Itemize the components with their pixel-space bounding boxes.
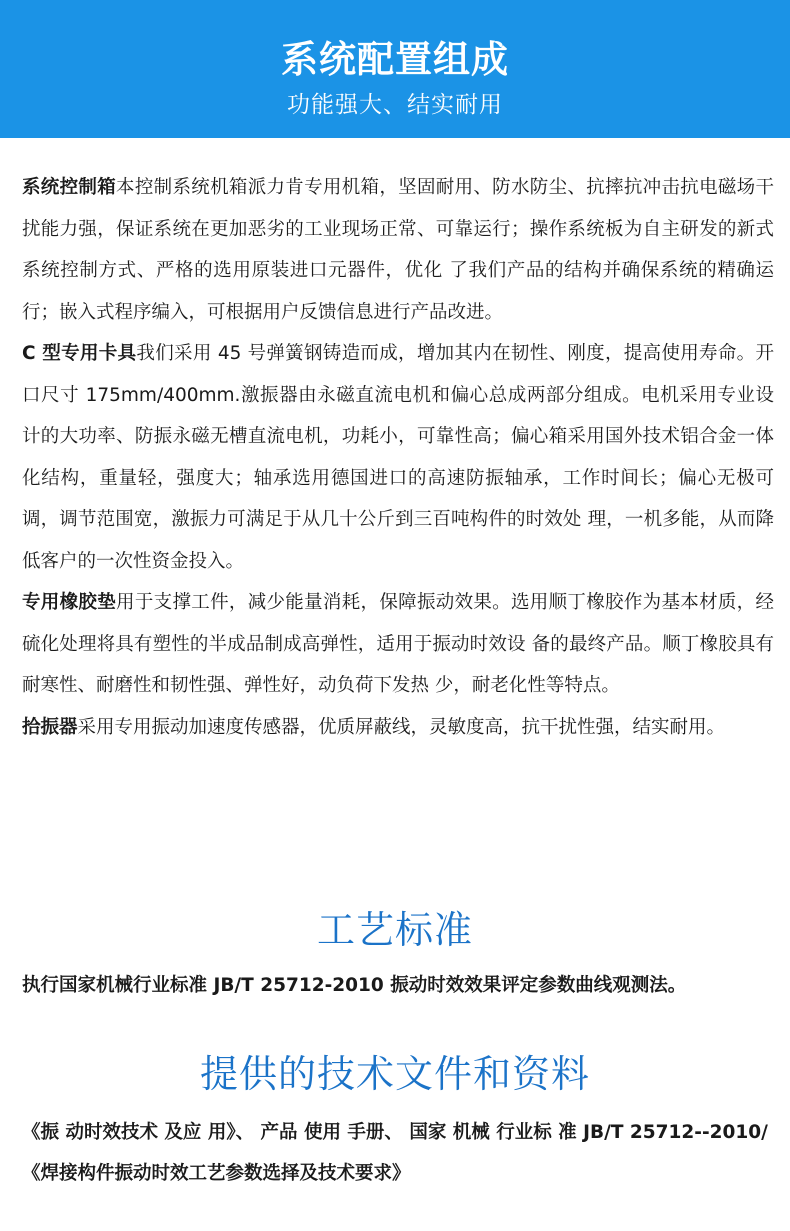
section-text: 用于支撑工件，减少能量消耗，保障振动效果。选用顺丁橡胶作为基本材质，经硫化处理将具有塑性的半成品制成高弹性，适用于振动时效设 备的最终产品。顺丁橡胶具有耐寒性、耐磨性和韧性强、弹性好，动负荷下发热 少，耐老化性等特点。 bbox=[22, 592, 774, 696]
section-label: 系统控制箱 bbox=[22, 177, 117, 198]
section-label: 专用橡胶垫 bbox=[22, 592, 117, 613]
config-description bbox=[22, 167, 774, 748]
header-banner bbox=[0, 0, 790, 138]
process-standard-text: 执行国家机械行业标准 JB/T 25712-2010 振动时效效果评定参数曲线观测法。 bbox=[22, 975, 687, 996]
section-rubber-pad bbox=[22, 582, 774, 707]
section-label: 拾振器 bbox=[22, 716, 78, 738]
page-subtitle: 功能强大、结实耐用 bbox=[287, 92, 503, 118]
section-control-box bbox=[22, 167, 774, 333]
section-label: C 型专用卡具 bbox=[22, 343, 137, 364]
section-text: 本控制系统机箱派力肯专用机箱，坚固耐用、防水防尘、抗摔抗冲击抗电磁场干扰能力强，保证系统在更加恶劣的工业现场正常、可靠运行；操作系统板为自主研发的新式系统控制方式、严格的选用原装进口元器件，优化 了我们产品的结构并确保系统的精确运行；嵌入式程序编入，可根据用户反馈信息进行产品改进。 bbox=[22, 177, 774, 323]
section-vibration-pickup bbox=[22, 707, 774, 749]
process-standard-heading: 工艺标准 bbox=[316, 908, 473, 952]
tech-docs-heading: 提供的技术文件和资料 bbox=[199, 1052, 590, 1096]
section-c-clamp bbox=[22, 333, 774, 582]
section-text: 我们采用 45 号弹簧钢铸造而成，增加其内在韧性、刚度，提高使用寿命。开口尺寸 175mm/400mm.激振器由永磁直流电机和偏心总成两部分组成。电机采用专业设计的大功率、防振永磁无槽直流电机，功耗小，可靠性高；偏心箱采用国外技术铝合金一体化结构，重量轻，强度大；轴承选用德国进口的高速防振轴承，工作时间长；偏心无极可调，调节范围宽，激振力可满足于从几十公斤到三百吨构件的时效处 理，一机多能，从而降低客户的一次性资金投入。 bbox=[22, 343, 774, 572]
tech-docs-text: 《振 动时效技术 及应 用》、 产品 使用 手册、 国家 机械 行业标 准 JB/T 25712--2010/《焊接构件振动时效工艺参数选择及技术要求》 bbox=[22, 1122, 768, 1184]
page-title: 系统配置组成 bbox=[281, 38, 509, 81]
section-text: 采用专用振动加速度传感器，优质屏蔽线，灵敏度高，抗干扰性强，结实耐用。 bbox=[77, 716, 726, 738]
